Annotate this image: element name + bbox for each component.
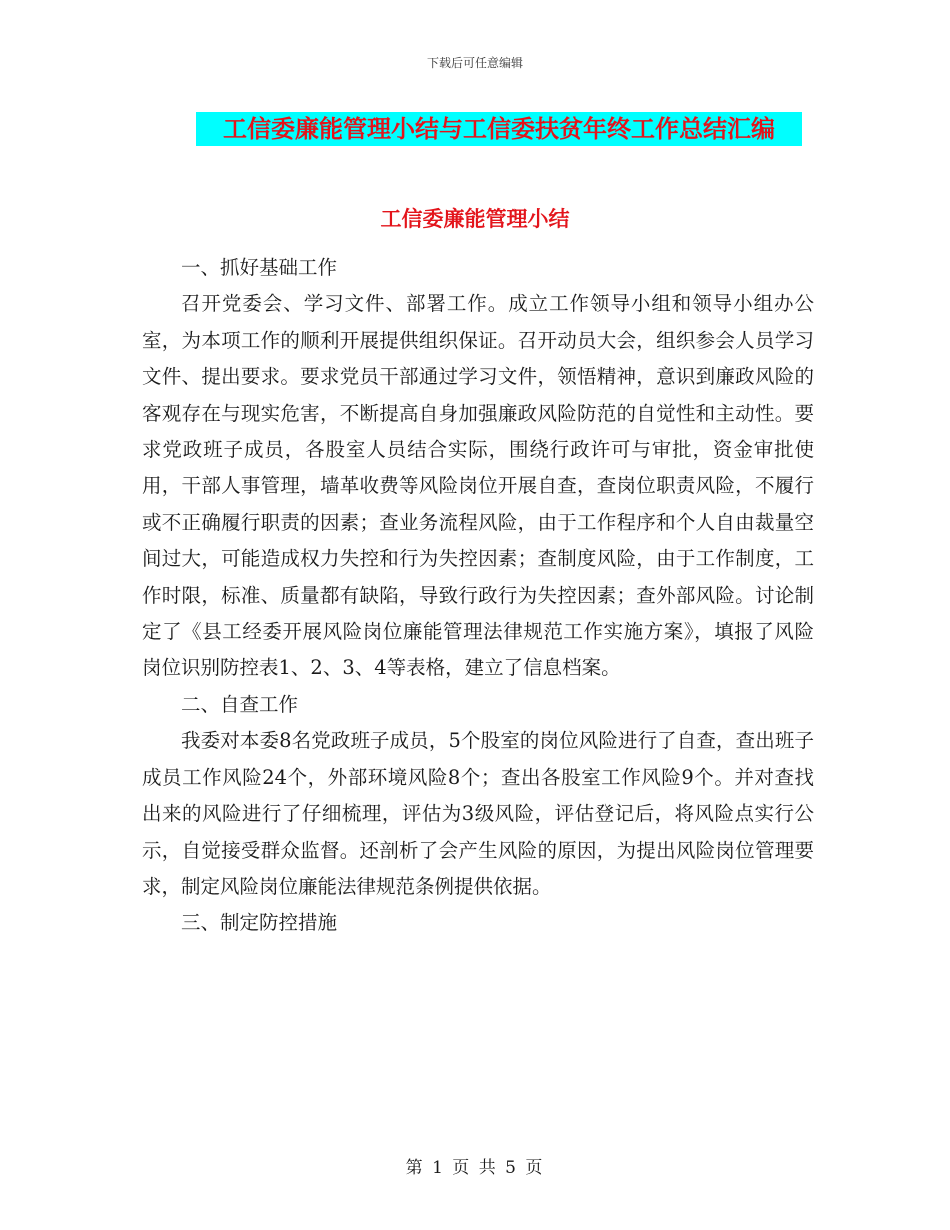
paragraph-basic-work: 召开党委会、学习文件、部署工作。成立工作领导小组和领导小组办公室，为本项工作的顺利开展提供组织保证。召开动员大会，组织参会人员学习文件、提出要求。要求党员干部通过学习文件，领悟精神，意识到廉政风险的客观存在与现实危害，不断提高自身加强廉政风险防范的自觉性和主动性。要求党政班子成员，各股室人员结合实际，围绕行政许可与审批，资金审批使用，干部人事管理，墙革收费等风险岗位开展自查，查岗位职责风险，不履行或不正确履行职责的因素；查业务流程风险，由于工作程序和个人自由裁量空间过大，可能造成权力失控和行为失控因素；查制度风险，由于工作制度，工作时限，标准、质量都有缺陷，导致行政行为失控因素；查外部风险。讨论制定了《县工经委开展风险岗位廉能管理法律规范工作实施方案》，填报了风险岗位识别防控表1、2、3、4等表格，建立了信息档案。 [142,292,814,680]
heading-basic-work: 一、抓好基础工作 [181,256,338,279]
document-title: 工信委廉能管理小结与工信委扶贫年终工作总结汇编 [196,112,802,146]
heading-self-check: 二、自查工作 [181,692,299,716]
document-body [142,250,814,942]
section-title: 工信委廉能管理小结 [380,206,570,231]
page-number: 第 1 页 共 5 页 [405,1158,545,1178]
heading-prevention-measures: 三、制定防控措施 [181,911,338,935]
header-note: 下载后可任意编辑 [426,56,523,70]
paragraph-self-check: 我委对本委8名党政班子成员，5个股室的岗位风险进行了自查，查出班子成员工作风险24个，外部环境风险8个；查出各股室工作风险9个。并对查找出来的风险进行了仔细梳理，评估为3级风险，评估登记后，将风险点实行公示，自觉接受群众监督。还剖析了会产生风险的原因，为提出风险岗位管理要求，制定风险岗位廉能法律规范条例提供依据。 [142,729,814,898]
